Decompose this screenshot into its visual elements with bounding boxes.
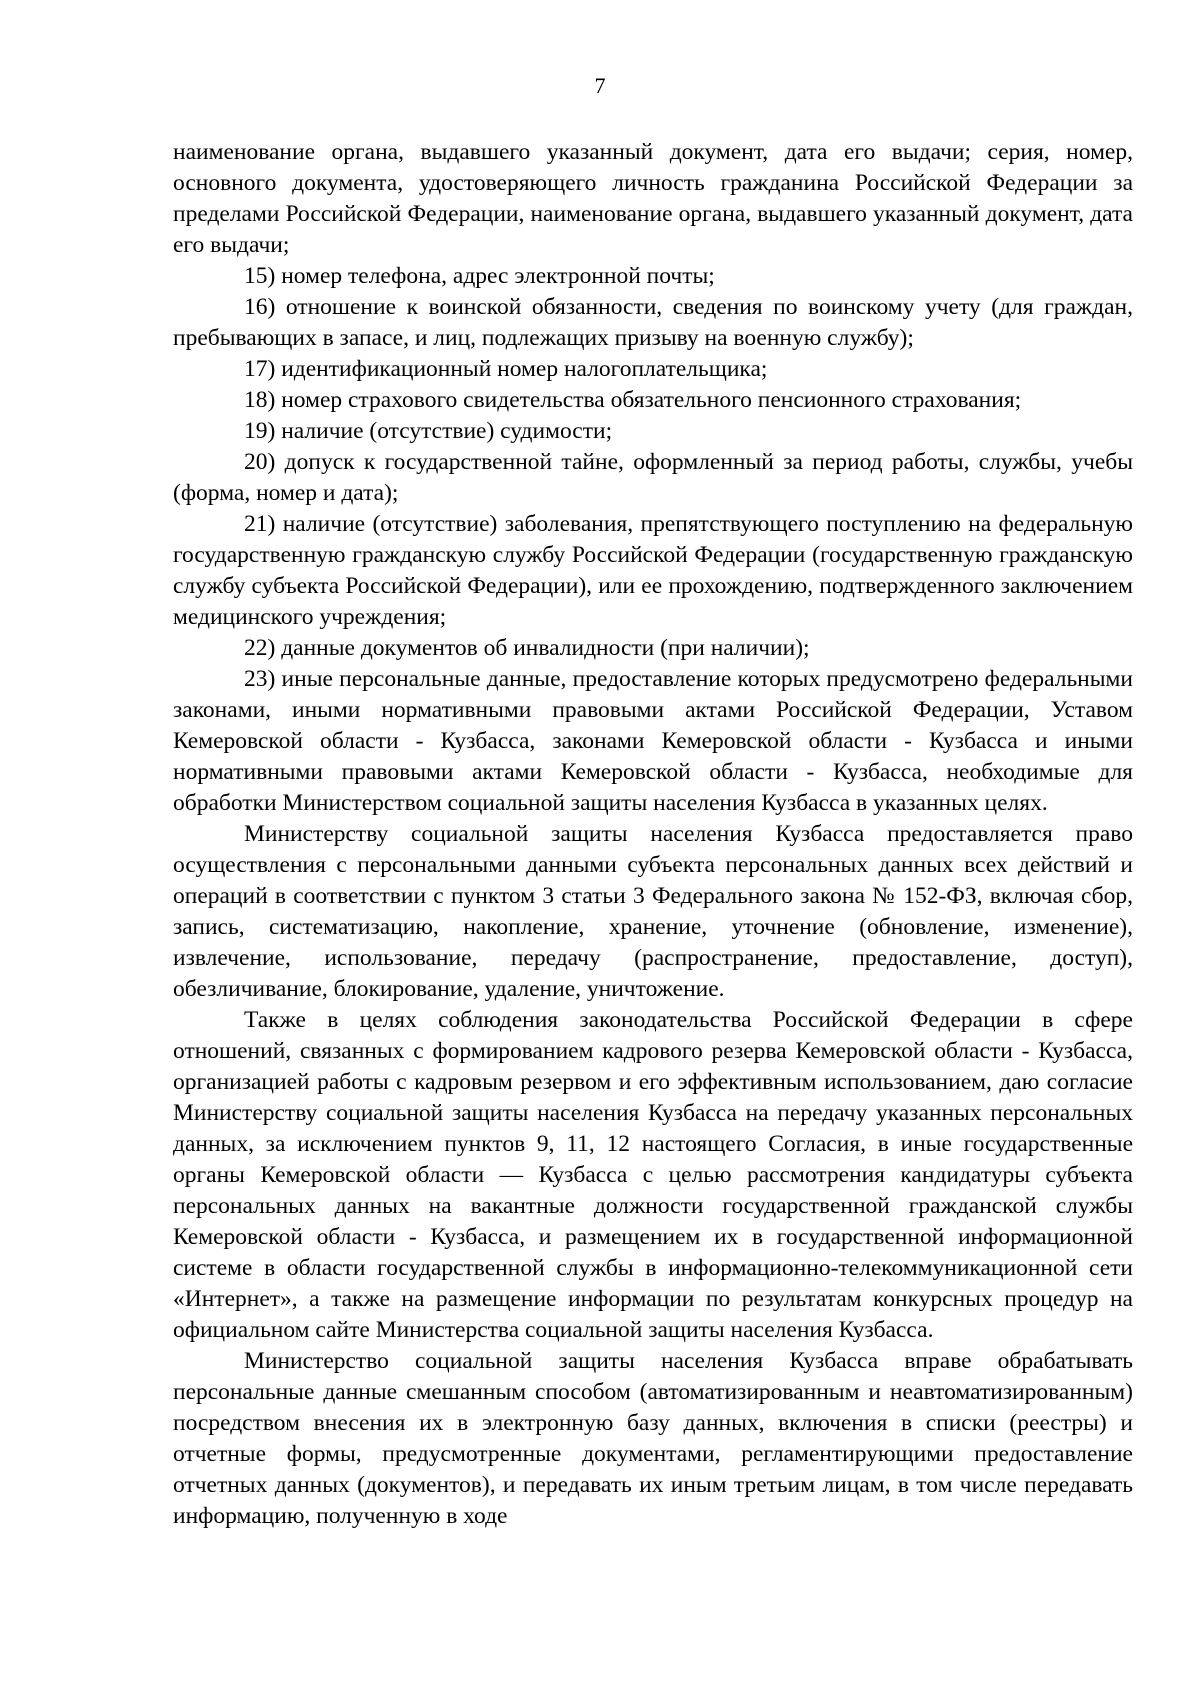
list-item-20: 20) допуск к государственной тайне, оформленный за период работы, службы, учебы (форма, номер и дата); [173, 449, 1133, 506]
list-item-21: 21) наличие (отсутствие) заболевания, препятствующего поступлению на федеральную государственную гражданскую службу Российской Федерации (государственную гражданскую службу субъекта Российской Федерации), или ее прохождению, подтвержденного заключением медицинского учреждения; [173, 511, 1133, 630]
document-body [173, 137, 1133, 1532]
list-item-18: 18) номер страхового свидетельства обязательного пенсионного страхования; [244, 387, 1022, 413]
paragraph-consent-transfer: Также в целях соблюдения законодательства Российской Федерации в сфере отношений, связанных с формированием кадрового резерва Кемеровской области - Кузбасса, организацией работы с кадровым резервом и его эффективным использованием, даю согласие Министерству социальной защиты населения Кузбасса на передачу указанных персональных данных, за исключением пунктов 9, 11, 12 настоящего Согласия, в иные государственные органы Кемеровской области — Кузбасса с целью рассмотрения кандидатуры субъекта персональных данных на вакантные должности государственной гражданской службы Кемеровской области - Кузбасса, и размещением их в государственной информационной системе в области государственной службы в информационно-телекоммуникационной сети «Интернет», а также на размещение информации по результатам конкурсных процедур на официальном сайте Министерства социальной защиты населения Кузбасса. [173, 1007, 1133, 1343]
paragraph: наименование органа, выдавшего указанный документ, дата его выдачи; серия, номер, основного документа, удостоверяющего личность гражданина Российской Федерации за пределами Российской Федерации, наименование органа, выдавшего указанный документ, дата его выдачи; [173, 139, 1133, 258]
paragraph-rights: Министерству социальной защиты населения Кузбасса предоставляется право осуществления с персональными данными субъекта персональных данных всех действий и операций в соответствии с пунктом 3 статьи 3 Федерального закона № 152-ФЗ, включая сбор, запись, систематизацию, накопление, хранение, уточнение (обновление, изменение), извлечение, использование, передачу (распространение, предоставление, доступ), обезличивание, блокирование, удаление, уничтожение. [173, 821, 1133, 1002]
list-item-15: 15) номер телефона, адрес электронной почты; [244, 263, 715, 289]
page-number: 7 [594, 73, 606, 98]
list-item-19: 19) наличие (отсутствие) судимости; [244, 418, 613, 444]
list-item-22: 22) данные документов об инвалидности (при наличии); [244, 635, 810, 661]
list-item-17: 17) идентификационный номер налогоплательщика; [244, 356, 768, 382]
list-item-16: 16) отношение к воинской обязанности, сведения по воинскому учету (для граждан, пребывающих в запасе, и лиц, подлежащих призыву на военную службу); [173, 294, 1133, 351]
list-item-23: 23) иные персональные данные, предоставление которых предусмотрено федеральными законами, иными нормативными правовыми актами Российской Федерации, Уставом Кемеровской области - Кузбасса, законами Кемеровской области - Кузбасса и иными нормативными правовыми актами Кемеровской области - Кузбасса, необходимые для обработки Министерством социальной защиты населения Кузбасса в указанных целях. [173, 666, 1133, 816]
paragraph-processing: Министерство социальной защиты населения Кузбасса вправе обрабатывать персональные данные смешанным способом (автоматизированным и неавтоматизированным) посредством внесения их в электронную базу данных, включения в списки (реестры) и отчетные формы, предусмотренные документами, регламентирующими предоставление отчетных данных (документов), и передавать их иным третьим лицам, в том числе передавать информацию, полученную в ходе [173, 1348, 1133, 1529]
